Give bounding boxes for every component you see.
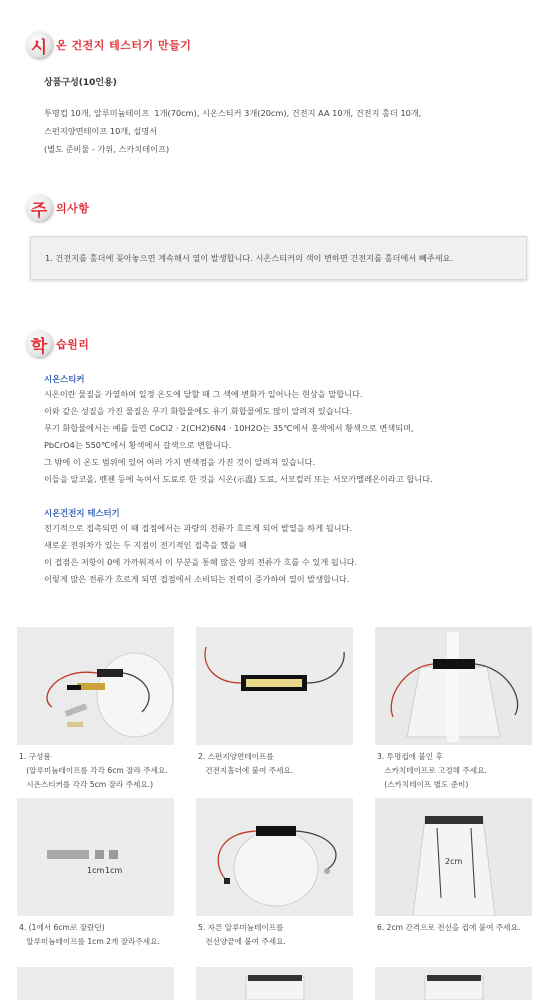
product-line: 스펀지양면테이프 10개, 설명서 — [44, 126, 158, 136]
section-title: 온 건전지 테스터기 만들기 — [56, 39, 192, 52]
section-header-principle — [26, 331, 89, 357]
section-header-caution — [26, 195, 89, 221]
principle-line: 시온이란 물질을 가열하여 일정 온도에 달할 때 그 색에 변화가 일어나는 현상을 말합니다. — [44, 389, 363, 399]
subheading-thermochromic-sticker: 시온스티커 — [44, 374, 85, 384]
step-photo-partial — [17, 967, 174, 1000]
section-badge: 주 — [26, 195, 52, 221]
subheading-battery-tester: 시온건전지 테스터기 — [44, 508, 120, 518]
step-photo-wire-ends — [196, 798, 353, 916]
step-caption: 5. 자른 알루미늄테이프를 전선양끝에 붙여 주세요. — [198, 923, 286, 946]
step-caption: 4. (1에서 6cm로 잘랐던) 알루미늄테이프를 1cm 2개 잘라주세요. — [19, 923, 160, 946]
product-title: 상품구성(10인용) — [44, 78, 117, 88]
product-line: 투명컵 10개, 알루미늄테이프 1개(70cm), 시온스티커 3개(20cm), 건전지 AA 10개, 건전지 홀더 10개, — [44, 108, 422, 118]
photo-label: 1cm — [105, 866, 123, 875]
principle-line: 이와 같은 성질을 가진 물질은 무기 화합물에도 유기 화합물에도 많이 알려져 있습니다. — [44, 406, 353, 416]
caution-notice: 1. 건전지를 홀더에 꽂아놓으면 계속해서 열이 발생합니다. 시온스티커의 색이 변하면 건전지를 홀더에서 빼주세요. — [30, 236, 527, 280]
step-photo-partial — [375, 967, 532, 1000]
product-line: (별도 준비물 - 가위, 스카치테이프) — [44, 144, 170, 154]
principle-line: 무기 화합물에서는 예를 들면 CoCl2 · 2(CH2)6N4 · 10H2O는 35℃에서 홍색에서 황색으로 변색되며, — [44, 423, 414, 433]
step-photo-cut-foil — [17, 798, 174, 916]
principle-line: 전기적으로 접촉되면 이 때 접점에서는 과량의 전류가 흐르게 되어 발열을 하게 됩니다. — [44, 523, 353, 533]
principle-line: 이 접점은 저항이 0에 가까워져서 이 부분을 통해 많은 양의 전류가 흐를 수 있게 됩니다. — [44, 557, 358, 567]
section-title: 습원리 — [56, 338, 90, 351]
section-header-product — [26, 32, 191, 58]
section-title: 의사항 — [56, 202, 90, 215]
principle-line: 이렇게 많은 전류가 흐르게 되면 접점에서 소비되는 전력이 증가하여 열이 발생합니다. — [44, 574, 350, 584]
section-badge: 시 — [26, 32, 52, 58]
principle-line: 이들을 알코올, 벤젠 등에 녹여서 도료로 한 것을 시온(示溫) 도료, 서모컬러 또는 서모카멜레온이라고 합니다. — [44, 474, 433, 484]
step-photo-cup-holder — [375, 627, 532, 745]
step-caption: 1. 구성품 (알루미늄테이프를 각각 6cm 잘라 주세요. 시온스티커를 각각 5cm 잘라 주세요.) — [19, 752, 168, 789]
photo-label: 1cm — [87, 866, 105, 875]
step-caption: 3. 투명컵에 붙인 후 스카치테이프로 고정해 주세요. (스카치테이프 별도 준비) — [377, 752, 487, 789]
principle-line: 새로운 전위차가 있는 두 지점이 전기적인 접촉을 했을 때 — [44, 540, 247, 550]
section-badge: 학 — [26, 331, 52, 357]
step-photo-components — [17, 627, 174, 745]
step-photo-cup-spacing — [375, 798, 532, 916]
principle-line: 그 밖에 이 온도 범위에 있어 여러 가지 변색점을 가진 것이 알려져 있습니다. — [44, 457, 316, 467]
step-photo-partial — [196, 967, 353, 1000]
step-photo-holder-tape — [196, 627, 353, 745]
step-caption: 6. 2cm 간격으로 전선을 컵에 붙여 주세요. — [377, 923, 521, 932]
principle-line: PbCrO4는 550℃에서 황색에서 갈색으로 변합니다. — [44, 440, 232, 450]
step-caption: 2. 스펀지양면테이프를 건전지홀더에 붙여 주세요. — [198, 752, 294, 775]
photo-label: 2cm — [445, 857, 463, 866]
